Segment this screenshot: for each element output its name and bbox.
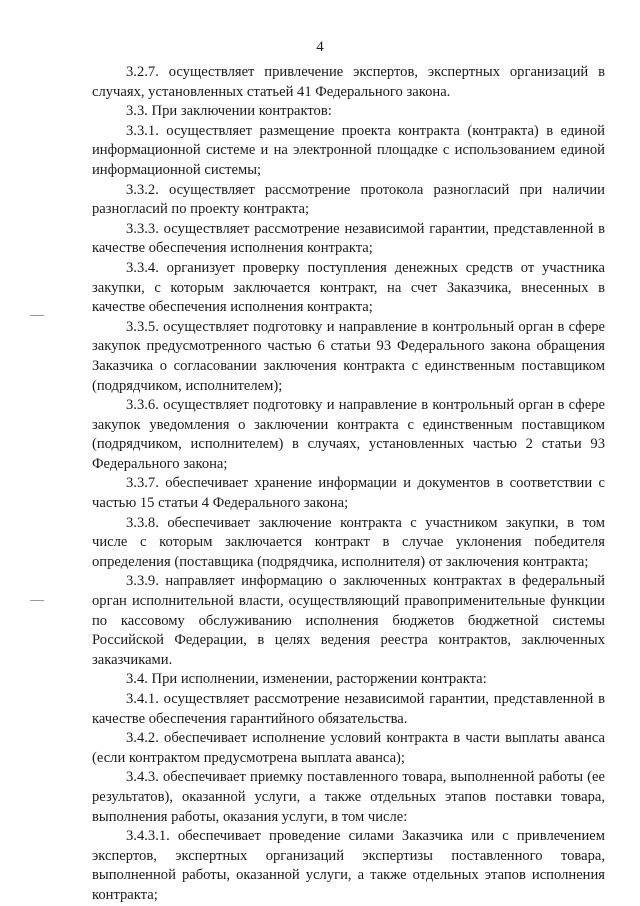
scan-artifact	[30, 315, 44, 316]
paragraph-3-4-3: 3.4.3. обеспечивает приемку поставленного товара, выполненной работы (ее результатов), оказанной услуги, а также отдельных этапов поставки товара, выполнения работы, оказания услуги, в том числе:	[92, 769, 605, 825]
page-number: 4	[316, 39, 324, 55]
paragraph-3-3-9: 3.3.9. направляет информацию о заключенных контрактах в федеральный орган исполнительной власти, осуществляющий правоприменительные функции по кассовому обслуживанию исполнения бюджетов бюджетной системы Российской Федерации, в целях ведения реестра контрактов, заключенных заказчиками.	[92, 573, 605, 668]
paragraph-3-3-7: 3.3.7. обеспечивает хранение информации и документов в соответствии с частью 15 статьи 4 Федерального закона;	[92, 475, 605, 512]
document-body	[92, 63, 605, 906]
paragraph-3-3: 3.3. При заключении контрактов:	[126, 103, 332, 120]
paragraph-3-2-7: 3.2.7. осуществляет привлечение экспертов, экспертных организаций в случаях, установленных статьей 41 Федерального закона.	[92, 64, 605, 100]
paragraph-3-4: 3.4. При исполнении, изменении, расторжении контракта:	[126, 671, 487, 688]
paragraph-3-3-3: 3.3.3. осуществляет рассмотрение независимой гарантии, представленной в качестве обеспечения исполнения контракта;	[92, 220, 605, 257]
paragraph-3-3-5: 3.3.5. осуществляет подготовку и направление в контрольный орган в сфере закупок предусмотренного частью 6 статьи 93 Федерального закона обращения Заказчика о согласовании заключения контракта с единственным поставщиком (подрядчиком, исполнителем);	[92, 318, 605, 394]
paragraph-3-3-2: 3.3.2. осуществляет рассмотрение протокола разногласий при наличии разногласий по проекту контракта;	[92, 181, 605, 218]
paragraph-3-4-3-1: 3.4.3.1. обеспечивает проведение силами Заказчика или с привлечением экспертов, экспертных организаций экспертизы поставленного товара, выполненной работы, оказанной услуги, а также отдельных этапов исполнения контракта;	[92, 828, 605, 903]
paragraph-3-4-1: 3.4.1. осуществляет рассмотрение независимой гарантии, представленной в качестве обеспечения гарантийного обязательства.	[92, 691, 605, 727]
scan-artifact	[30, 600, 44, 601]
paragraph-3-3-4: 3.3.4. организует проверку поступления денежных средств от участника закупки, с которым заключается контракт, на счет Заказчика, внесенных в качестве обеспечения исполнения контракта;	[92, 259, 605, 316]
paragraph-3-4-2: 3.4.2. обеспечивает исполнение условий контракта в части выплаты аванса (если контрактом предусмотрена выплата аванса);	[92, 730, 605, 766]
paragraph-3-3-6: 3.3.6. осуществляет подготовку и направление в контрольный орган в сфере закупок уведомления о заключении контракта с единственным поставщиком (подрядчиком, исполнителем) в случаях, установленных частью 2 статьи 93 Федерального закона;	[92, 397, 605, 472]
paragraph-3-3-8: 3.3.8. обеспечивает заключение контракта с участником закупки, в том числе с которым заключается контракт в случае уклонения победителя определения (поставщика (подрядчика, исполнителя) от заключения контракта;	[92, 514, 605, 570]
paragraph-3-3-1: 3.3.1. осуществляет размещение проекта контракта (контракта) в единой информационной системе и на электронной площадке с использованием единой информационной системы;	[92, 122, 605, 178]
